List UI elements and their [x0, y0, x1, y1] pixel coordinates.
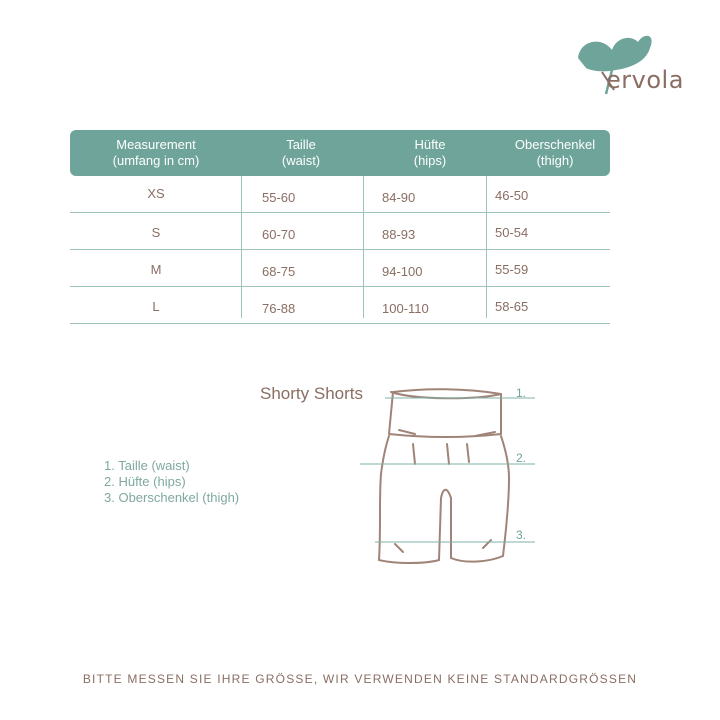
thigh-cell: 58-65 — [495, 299, 529, 314]
waist-cell: 60-70 — [262, 227, 296, 242]
waist-cell: 55-60 — [262, 190, 296, 205]
size-cell: L — [152, 299, 160, 314]
table-row — [70, 213, 610, 250]
size-cell: M — [150, 262, 162, 277]
hips-cell: 84-90 — [382, 190, 416, 205]
diagram-title: Shorty Shorts — [260, 384, 363, 403]
thigh-cell: 55-59 — [495, 262, 529, 277]
size-cell: S — [151, 225, 161, 240]
waist-cell: 68-75 — [262, 264, 296, 279]
hips-cell: 94-100 — [382, 264, 423, 279]
legend-item: 1. Taille (waist) — [104, 458, 190, 473]
marker-3: 3. — [516, 528, 527, 542]
table-row — [70, 176, 610, 213]
size-chart-table — [70, 130, 610, 324]
shorts-sketch-icon — [355, 378, 540, 568]
header-measurement: Measurement (umfang in cm) — [112, 137, 200, 168]
thigh-cell: 46-50 — [495, 188, 529, 203]
waist-cell: 76-88 — [262, 301, 296, 316]
table-header — [70, 130, 610, 176]
marker-1: 1. — [516, 386, 527, 400]
header-waist: Taille (waist) — [281, 137, 321, 168]
column-divider — [486, 176, 487, 318]
legend-item: 2. Hüfte (hips) — [104, 474, 186, 489]
thigh-cell: 50-54 — [495, 225, 529, 240]
column-divider — [241, 176, 242, 318]
table-row — [70, 250, 610, 287]
hips-cell: 100-110 — [382, 301, 429, 316]
legend-item: 3. Oberschenkel (thigh) — [104, 490, 240, 505]
measurement-legend — [104, 458, 239, 506]
header-hips: Hüfte (hips) — [413, 137, 447, 168]
table-row — [70, 287, 610, 324]
footer-note: BITTE MESSEN SIE IHRE GRÖSSE, WIR VERWENDEN KEINE STANDARDGRÖSSEN — [82, 672, 638, 686]
size-cell: XS — [147, 186, 165, 201]
hips-cell: 88-93 — [382, 227, 416, 242]
column-divider — [363, 176, 364, 318]
header-thigh: Oberschenkel (thigh) — [514, 137, 596, 168]
brand-logo-text: ervola — [606, 66, 684, 94]
marker-2: 2. — [516, 451, 527, 465]
